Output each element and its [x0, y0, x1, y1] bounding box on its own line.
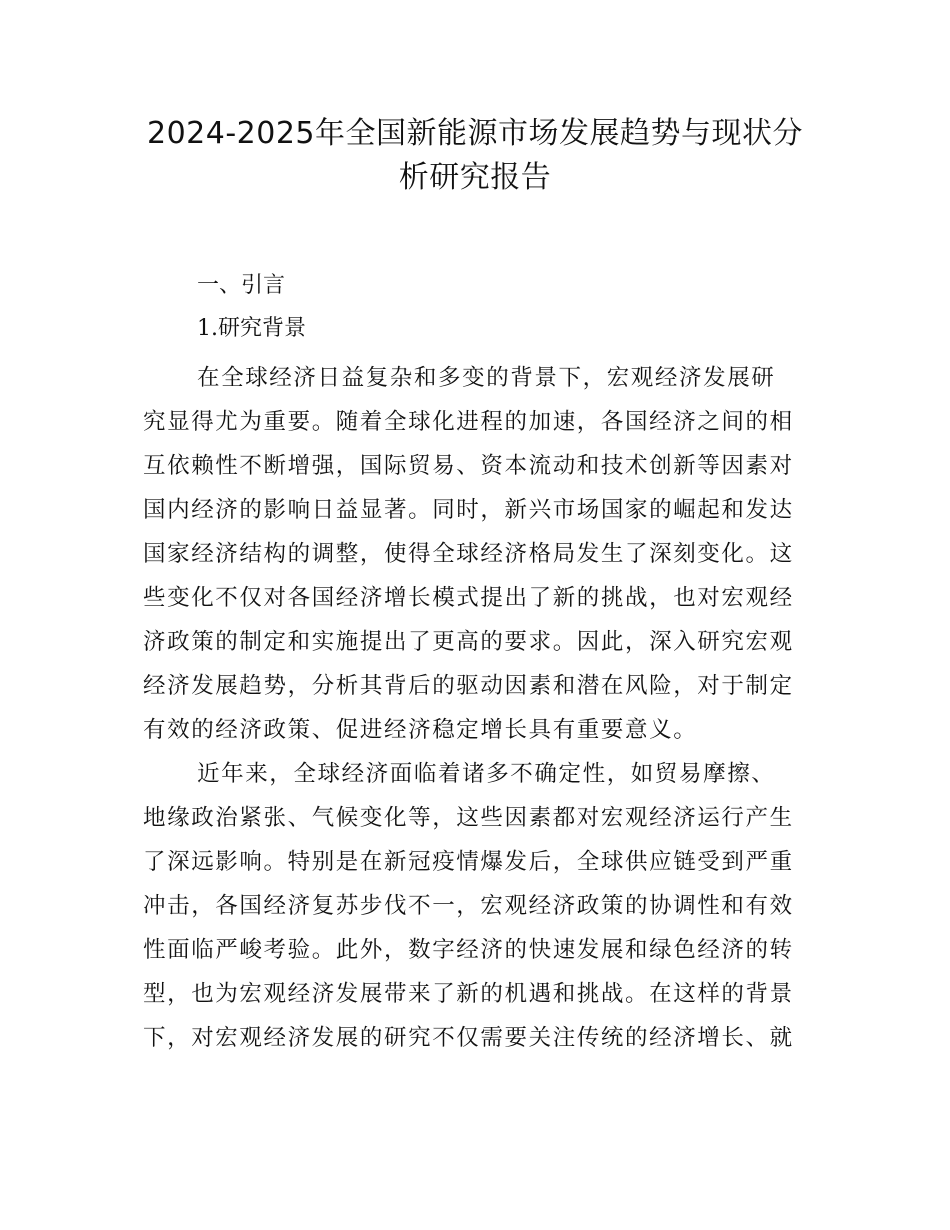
paragraph-line: 些变化不仅对各国经济增长模式提出了新的挑战，也对宏观经 — [143, 585, 794, 611]
paragraph-line: 有效的经济政策、促进经济稳定增长具有重要意义。 — [143, 717, 698, 743]
paragraph-line: 互依赖性不断增强，国际贸易、资本流动和技术创新等因素对 — [143, 453, 794, 479]
paragraph-line: 型，也为宏观经济发展带来了新的机遇和挑战。在这样的背景 — [143, 981, 794, 1007]
section-heading: 一、引言 — [197, 273, 286, 298]
paragraph-line: 下，对宏观经济发展的研究不仅需要关注传统的经济增长、就 — [143, 1025, 794, 1051]
document-title-line: 2024-2025年全国新能源市场发展趋势与现状分 — [146, 116, 804, 151]
subsection-heading: 1.研究背景 — [197, 316, 306, 341]
paragraph-line: 国家经济结构的调整，使得全球经济格局发生了深刻变化。这 — [143, 541, 794, 567]
paragraph-research-background-2 — [143, 752, 823, 1060]
paragraph-line: 冲击，各国经济复苏步伐不一，宏观经济政策的协调性和有效 — [143, 893, 794, 919]
paragraph-line: 地缘政治紧张、气候变化等，这些因素都对宏观经济运行产生 — [143, 805, 794, 831]
paragraph-research-background-1 — [143, 356, 823, 752]
paragraph-line: 国内经济的影响日益显著。同时，新兴市场国家的崛起和发达 — [143, 497, 794, 523]
paragraph-line: 性面临严峻考验。此外，数字经济的快速发展和绿色经济的转 — [143, 937, 794, 963]
paragraph-line: 经济发展趋势，分析其背后的驱动因素和潜在风险，对于制定 — [143, 673, 794, 699]
paragraph-line: 在全球经济日益复杂和多变的背景下，宏观经济发展研 — [197, 365, 776, 391]
document-title — [120, 112, 830, 200]
paragraph-line: 究显得尤为重要。随着全球化进程的加速，各国经济之间的相 — [143, 409, 794, 435]
paragraph-line: 济政策的制定和实施提出了更高的要求。因此，深入研究宏观 — [143, 629, 794, 655]
paragraph-line: 了深远影响。特别是在新冠疫情爆发后，全球供应链受到严重 — [143, 849, 794, 875]
paragraph-line: 近年来，全球经济面临着诸多不确定性，如贸易摩擦、 — [197, 761, 776, 787]
document-title-line: 析研究报告 — [398, 160, 552, 195]
